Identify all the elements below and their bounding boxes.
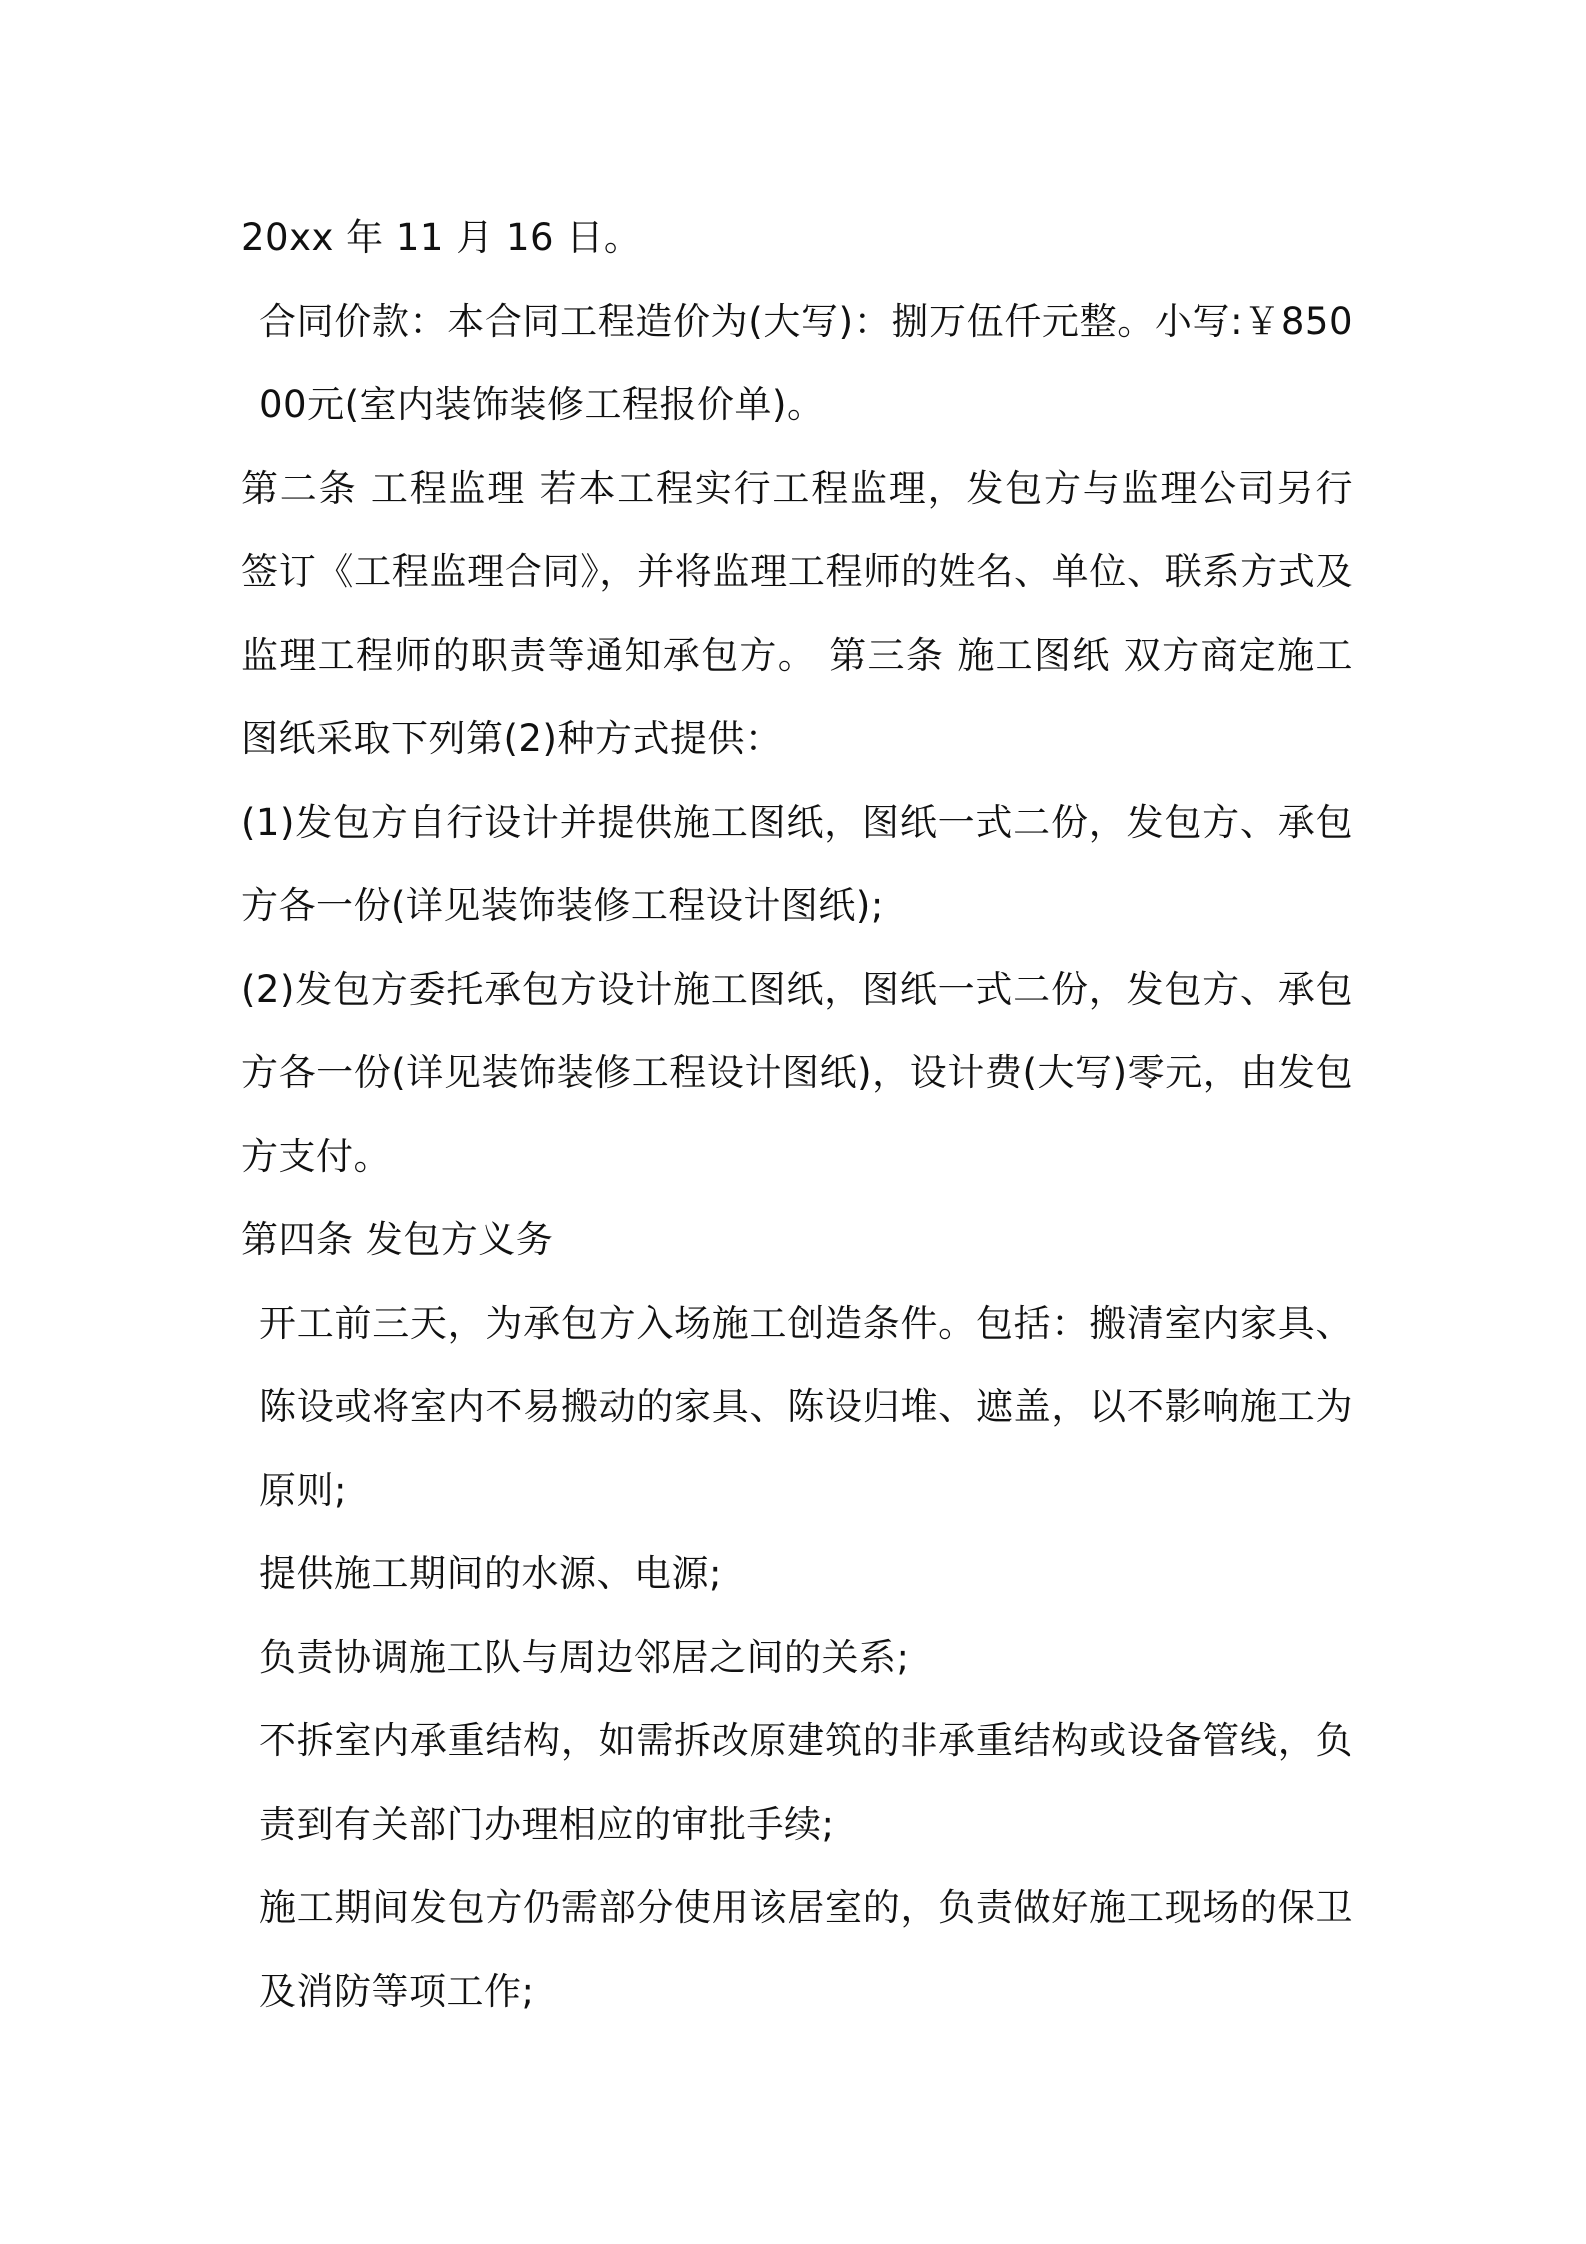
paragraph-duty-3: 负责协调施工队与周边邻居之间的关系;	[259, 1635, 910, 1679]
document-body	[241, 196, 1353, 2033]
paragraph-duty-5: 施工期间发包方仍需部分使用该居室的，负责做好施工现场的保卫及消防等项工作;	[259, 1886, 1353, 2013]
paragraph-date: 20xx 年 11 月 16 日。	[241, 216, 642, 259]
paragraph-duty-4: 不拆室内承重结构，如需拆改原建筑的非承重结构或设备管线，负责到有关部门办理相应的审批手续;	[259, 1719, 1353, 1846]
paragraph-article-2-3: 第二条 工程监理 若本工程实行工程监理，发包方与监理公司另行签订《工程监理合同》，并将监理工程师的姓名、单位、联系方式及监理工程师的职责等通知承包方。 第三条 施工图纸 双方商定施工图纸采取下列第(2)种方式提供：	[241, 466, 1353, 760]
paragraph-article-4-heading: 第四条 发包方义务	[241, 1218, 554, 1261]
paragraph-duty-1: 开工前三天，为承包方入场施工创造条件。包括：搬清室内家具、陈设或将室内不易搬动的家具、陈设归堆、遮盖，以不影响施工为原则;	[259, 1301, 1353, 1512]
paragraph-contract-price: 合同价款：本合同工程造价为(大写)：捌万伍仟元整。小写:￥85000元(室内装饰装修工程报价单)。	[259, 299, 1353, 426]
paragraph-duty-2: 提供施工期间的水源、电源;	[259, 1552, 722, 1595]
paragraph-option-1: (1)发包方自行设计并提供施工图纸，图纸一式二份，发包方、承包方各一份(详见装饰装修工程设计图纸);	[241, 800, 1353, 927]
paragraph-option-2: (2)发包方委托承包方设计施工图纸，图纸一式二份，发包方、承包方各一份(详见装饰装修工程设计图纸)，设计费(大写)零元，由发包方支付。	[241, 967, 1353, 1178]
